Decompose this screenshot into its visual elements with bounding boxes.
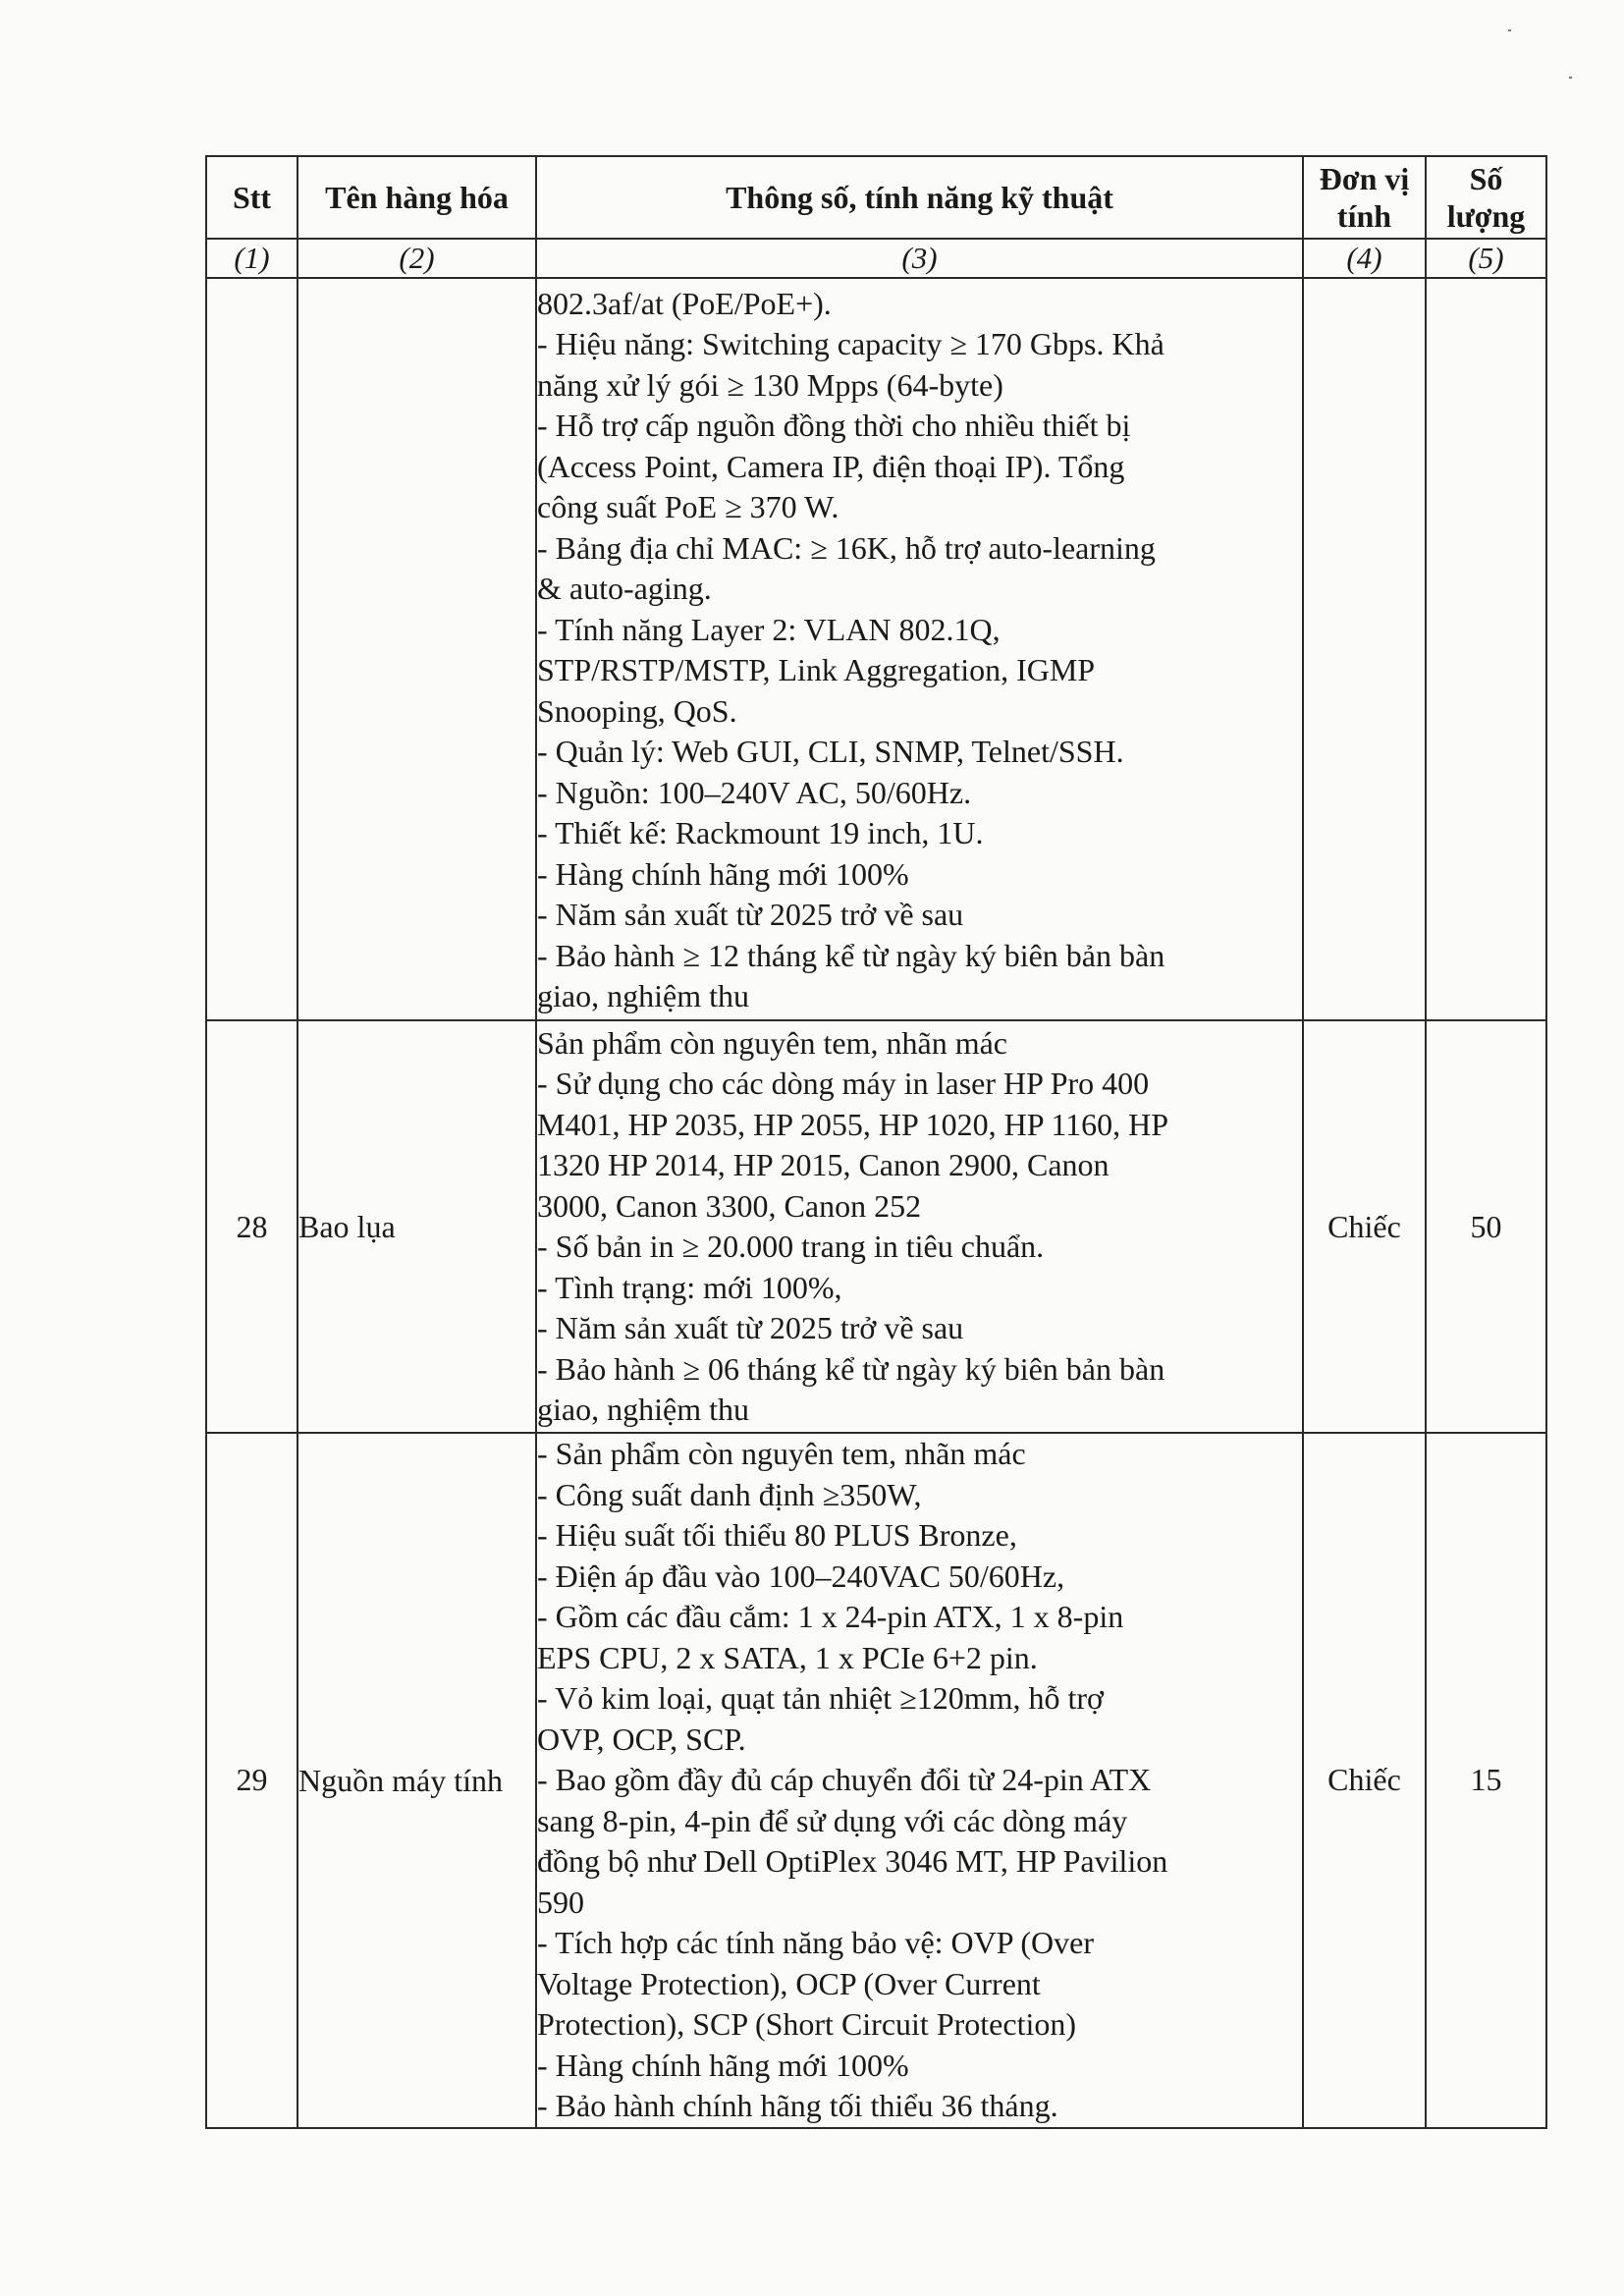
header-unit <box>1303 156 1426 239</box>
spec-line: - Hàng chính hãng mới 100% <box>537 855 909 892</box>
cell-name: Bao lụa <box>298 1020 536 1433</box>
spec-table <box>205 155 1547 2129</box>
spec-line: - Hiệu năng: Switching capacity ≥ 170 Gbps. Khả <box>537 326 1164 361</box>
scan-speck <box>1508 29 1511 31</box>
table-row <box>206 1433 1546 2128</box>
spec-line: - Bao gồm đầy đủ cáp chuyển đổi từ 24-pin ATX <box>537 1762 1152 1797</box>
spec-line: - Hỗ trợ cấp nguồn đồng thời cho nhiều thiết bị <box>537 408 1131 443</box>
header-qty <box>1426 156 1546 239</box>
column-number: (2) <box>298 239 536 278</box>
cell-unit <box>1303 278 1426 1020</box>
header-row <box>206 156 1546 239</box>
header-qty-line2: lượng <box>1446 198 1526 234</box>
spec-line: - Năm sản xuất từ 2025 trở về sau <box>537 1310 964 1345</box>
table-row <box>206 1020 1546 1433</box>
header-spec: Thông số, tính năng kỹ thuật <box>536 156 1303 239</box>
cell-spec <box>536 278 1303 1020</box>
spec-line: OVP, OCP, SCP. <box>537 1721 746 1757</box>
cell-spec <box>536 1020 1303 1433</box>
spec-line: Snooping, QoS. <box>537 692 737 729</box>
spec-line: giao, nghiệm thu <box>537 1392 749 1427</box>
cell-spec <box>536 1433 1303 2128</box>
spec-line: - Quản lý: Web GUI, CLI, SNMP, Telnet/SSH. <box>537 734 1124 769</box>
cell-unit: Chiếc <box>1303 1433 1426 2128</box>
header-name: Tên hàng hóa <box>298 156 536 239</box>
spec-line: EPS CPU, 2 x SATA, 1 x PCIe 6+2 pin. <box>537 1639 1038 1675</box>
cell-qty: 50 <box>1426 1020 1546 1433</box>
spec-line: Sản phẩm còn nguyên tem, nhãn mác <box>537 1024 1007 1061</box>
cell-name <box>298 278 536 1020</box>
spec-line: - Bảo hành chính hãng tối thiểu 36 tháng. <box>537 2088 1058 2123</box>
spec-line: - Hàng chính hãng mới 100% <box>537 2047 909 2083</box>
spec-line: - Bảo hành ≥ 12 tháng kể từ ngày ký biên bản bàn <box>537 937 1165 973</box>
spec-line: 590 <box>537 1884 584 1920</box>
spec-line: sang 8-pin, 4-pin để sử dụng với các dòng máy <box>537 1802 1128 1838</box>
spec-line: - Tình trạng: mới 100%, <box>537 1269 842 1305</box>
spec-line: - Điện áp đầu vào 100–240VAC 50/60Hz, <box>537 1558 1065 1594</box>
spec-line: công suất PoE ≥ 370 W. <box>537 489 839 524</box>
spec-line: - Sử dụng cho các dòng máy in laser HP Pro 400 <box>537 1066 1150 1101</box>
spec-line: - Bảo hành ≥ 06 tháng kể từ ngày ký biên bản bàn <box>537 1350 1165 1387</box>
spec-line: - Năm sản xuất từ 2025 trở về sau <box>537 897 964 932</box>
cell-stt: 29 <box>206 1433 298 2128</box>
spec-line: M401, HP 2035, HP 2055, HP 1020, HP 1160, HP <box>537 1106 1169 1142</box>
spec-line: - Tính năng Layer 2: VLAN 802.1Q, <box>537 611 1001 647</box>
column-number: (3) <box>536 239 1303 278</box>
spec-line: Protection), SCP (Short Circuit Protection) <box>537 2006 1076 2042</box>
column-number: (1) <box>206 239 298 278</box>
spec-line: STP/RSTP/MSTP, Link Aggregation, IGMP <box>537 652 1096 687</box>
header-qty-line1: Số <box>1469 161 1503 196</box>
spec-line: Voltage Protection), OCP (Over Current <box>537 1965 1041 2001</box>
spec-line: (Access Point, Camera IP, điện thoại IP). Tổng <box>537 448 1125 484</box>
cell-stt: 28 <box>206 1020 298 1433</box>
column-number: (4) <box>1303 239 1426 278</box>
cell-qty: 15 <box>1426 1433 1546 2128</box>
table-row <box>206 278 1546 1020</box>
spec-line: - Tích hợp các tính năng bảo vệ: OVP (Over <box>537 1925 1094 1960</box>
cell-stt <box>206 278 298 1020</box>
scan-speck <box>1569 77 1572 79</box>
spec-line: 3000, Canon 3300, Canon 252 <box>537 1187 922 1224</box>
spec-line: - Sản phẩm còn nguyên tem, nhãn mác <box>537 1436 1026 1471</box>
spec-line: - Số bản in ≥ 20.000 trang in tiêu chuẩn. <box>537 1229 1045 1264</box>
header-stt: Stt <box>206 156 298 239</box>
cell-name: Nguồn máy tính <box>298 1433 536 2128</box>
spec-line: 802.3af/at (PoE/PoE+). <box>537 285 832 321</box>
spec-line: & auto-aging. <box>537 571 712 606</box>
header-unit-line2: tính <box>1336 198 1392 234</box>
header-unit-line1: Đơn vị <box>1319 161 1410 196</box>
cell-unit: Chiếc <box>1303 1020 1426 1433</box>
column-number-row <box>206 239 1546 278</box>
spec-line: - Công suất danh định ≥350W, <box>537 1476 922 1512</box>
spec-line: 1320 HP 2014, HP 2015, Canon 2900, Canon <box>537 1147 1110 1182</box>
spec-line: - Vỏ kim loại, quạt tản nhiệt ≥120mm, hỗ trợ <box>537 1680 1104 1716</box>
spec-line: năng xử lý gói ≥ 130 Mpps (64-byte) <box>537 366 1003 403</box>
spec-line: giao, nghiệm thu <box>537 978 749 1013</box>
cell-qty <box>1426 278 1546 1020</box>
spec-line: - Thiết kế: Rackmount 19 inch, 1U. <box>537 815 984 850</box>
column-number: (5) <box>1426 239 1546 278</box>
spec-line: - Bảng địa chỉ MAC: ≥ 16K, hỗ trợ auto-learning <box>537 529 1156 566</box>
spec-line: - Hiệu suất tối thiểu 80 PLUS Bronze, <box>537 1517 1017 1553</box>
spec-line: đồng bộ như Dell OptiPlex 3046 MT, HP Pavilion <box>537 1843 1168 1879</box>
spec-line: - Gồm các đầu cắm: 1 x 24-pin ATX, 1 x 8-pin <box>537 1599 1124 1634</box>
spec-line: - Nguồn: 100–240V AC, 50/60Hz. <box>537 774 972 810</box>
